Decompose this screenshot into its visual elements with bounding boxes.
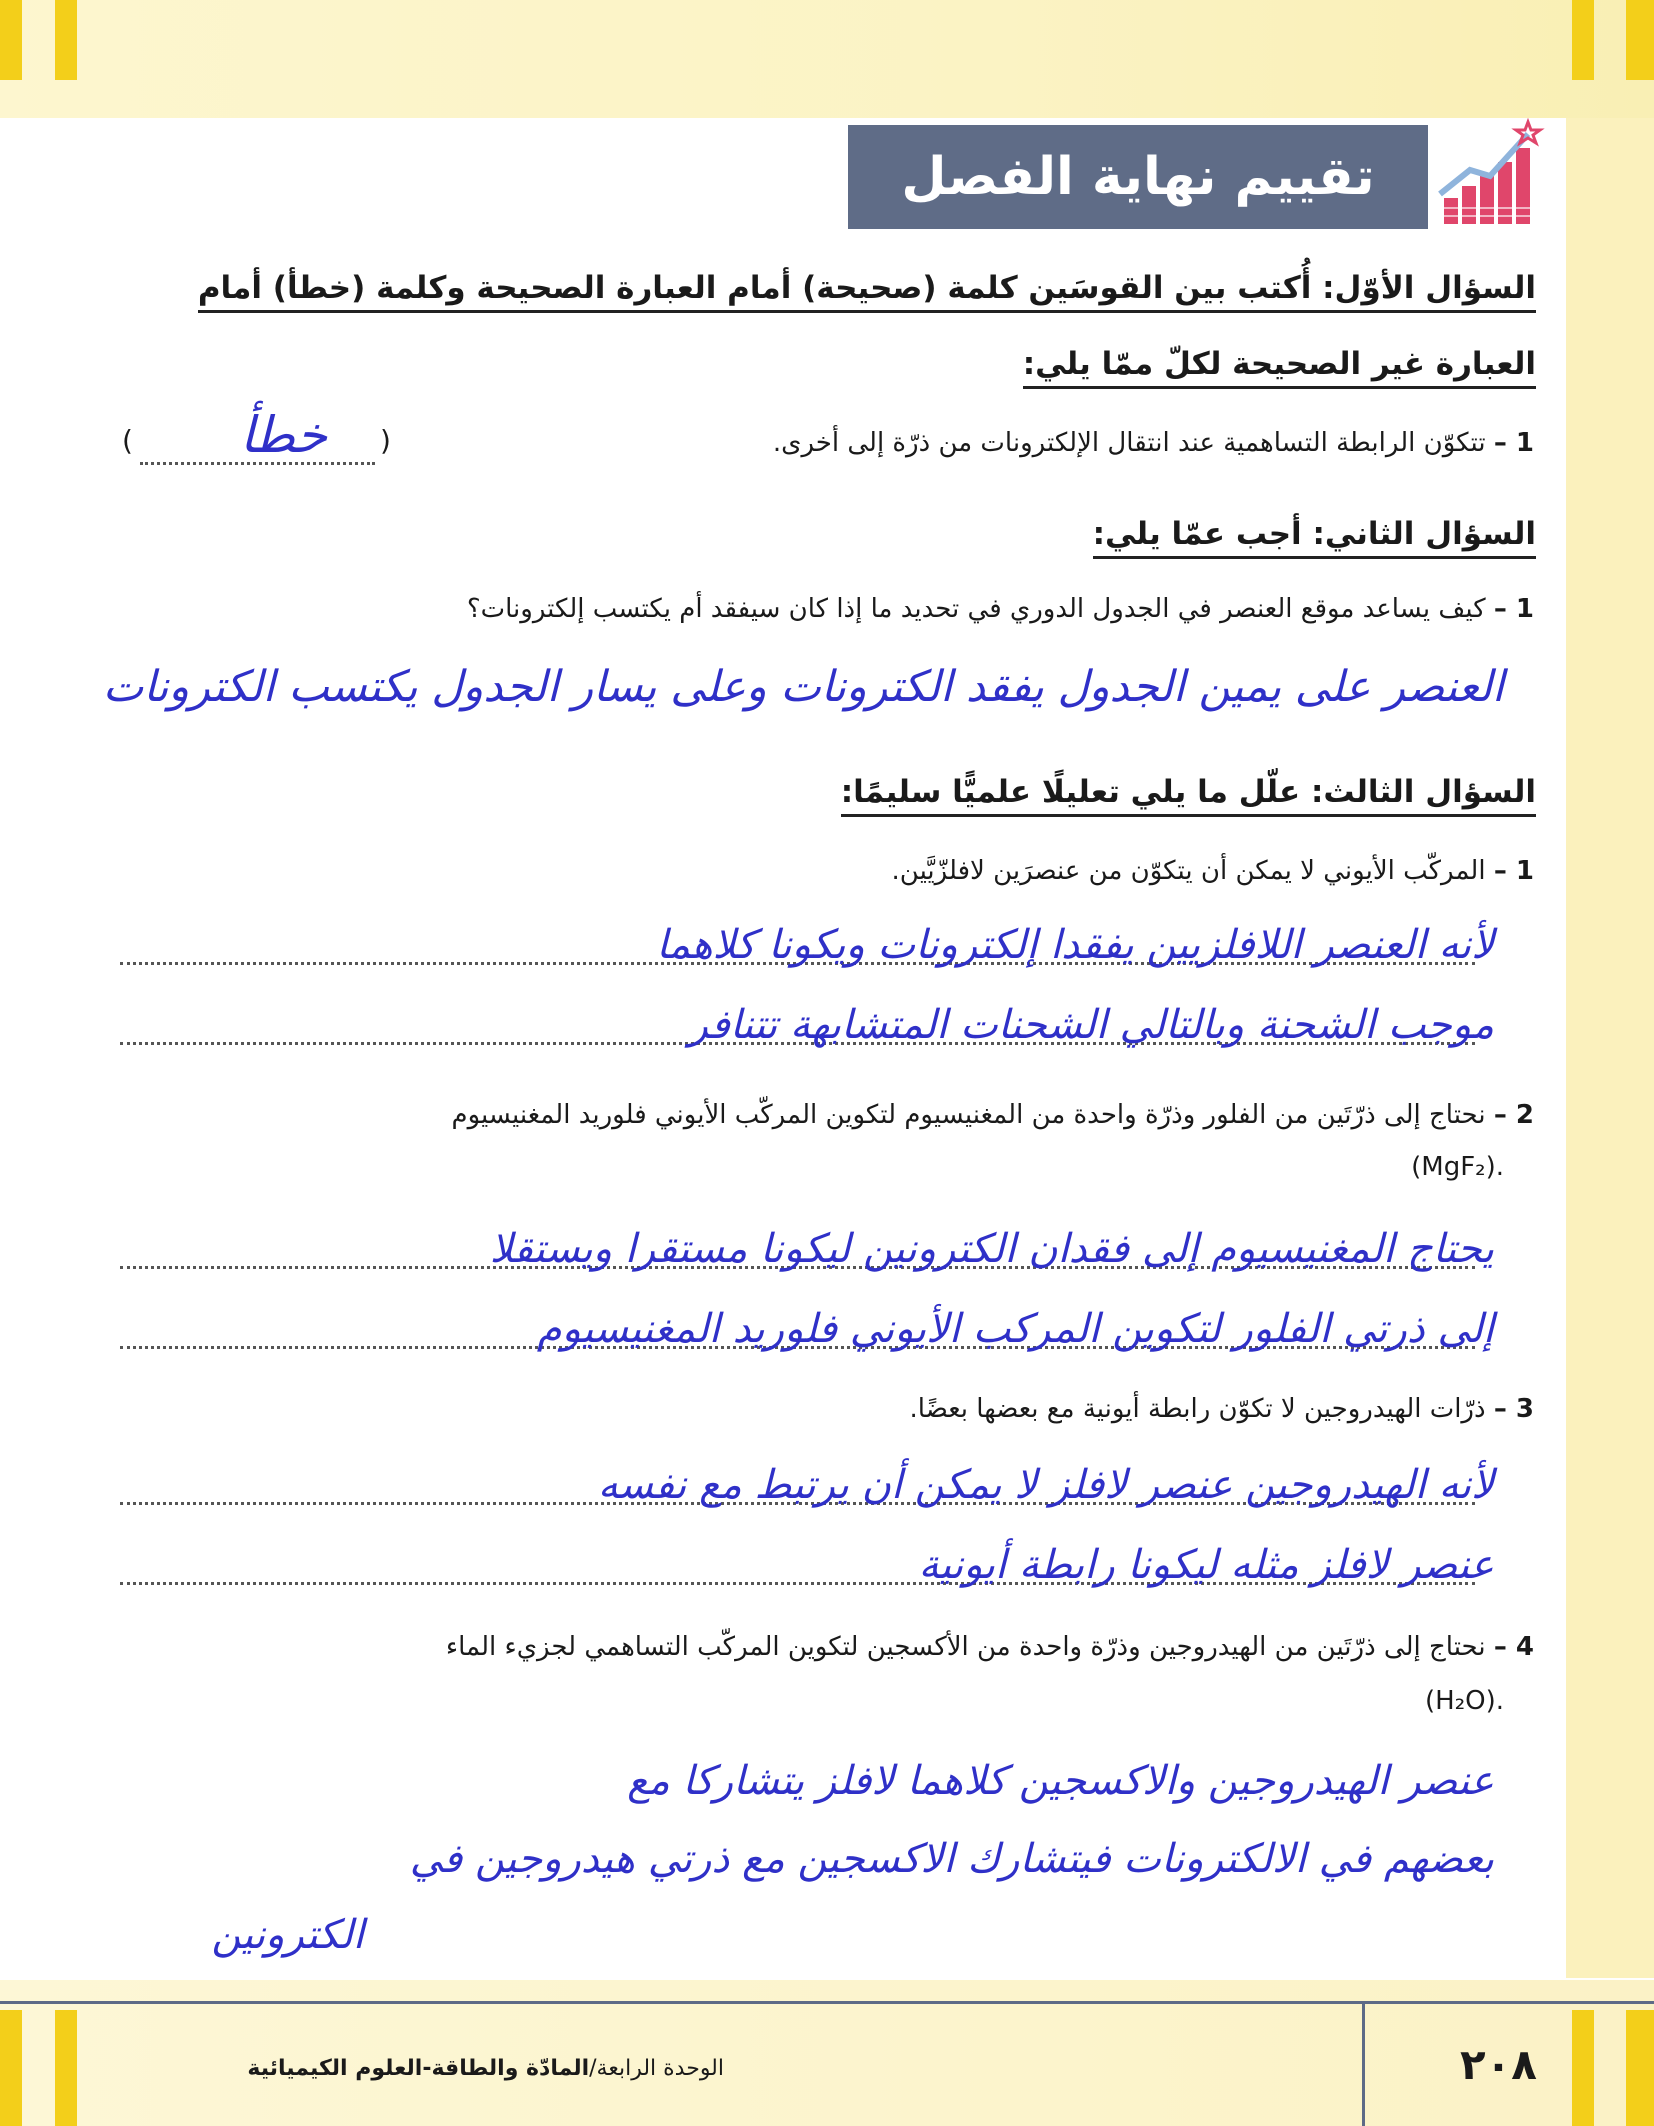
q1-heading-line1: السؤال الأوّل: أُكتب بين القوسَين كلمة (صحيحة) أمام العبارة الصحيحة وكلمة (خطأ) أمام [198, 270, 1536, 313]
page-number: ٢٠٨ [1460, 2040, 1537, 2089]
item-text: نحتاج إلى ذرّتَين من الهيدروجين وذرّة واحدة من الأكسجين لتكوين المركّب التساهمي لجزيء الماء [445, 1632, 1486, 1662]
q3-item-1 [892, 856, 1534, 886]
footer-unit [247, 2056, 724, 2081]
formula-h2o: (H₂O). [1425, 1686, 1504, 1716]
handwritten-answer-line: لأنه العنصر اللافلزيين يفقدا إلكترونات ويكونا كلاهما [656, 922, 1494, 968]
page-title: تقييم نهاية الفصل [848, 125, 1428, 229]
item-text: ذرّات الهيدروجين لا تكوّن رابطة أيونية مع بعضها بعضًا. [909, 1394, 1486, 1424]
handwritten-answer-line: يحتاج المغنيسيوم إلى فقدان الكترونين ليكونا مستقرا ويستقلا [489, 1226, 1494, 1272]
bar-chart-growth-icon [1430, 112, 1552, 234]
item-text: تتكوّن الرابطة التساهمية عند انتقال الإلكترونات من ذرّة إلى أخرى. [772, 428, 1486, 458]
handwritten-answer-line: موجب الشحنة وبالتالي الشحنات المتشابهة تتنافر [688, 1002, 1494, 1048]
item-number: 1 – [1493, 856, 1534, 886]
bottom-left-yellow-stripe [0, 2010, 22, 2126]
right-decorative-band [1566, 118, 1654, 1978]
handwritten-answer: خطأ [240, 406, 328, 464]
close-paren: ) [122, 424, 133, 457]
q1-item-1 [773, 428, 1534, 458]
footer-rule [0, 2001, 1654, 2004]
footer-unit-title: المادّة والطاقة-العلوم الكيميائية [247, 2056, 590, 2081]
item-number: 3 – [1493, 1394, 1534, 1424]
bottom-right-yellow-stripe [1572, 2010, 1594, 2126]
item-number: 2 – [1493, 1100, 1534, 1130]
q1-heading-line2: العبارة غير الصحيحة لكلّ ممّا يلي: [1023, 346, 1536, 389]
top-left-yellow-stripe [0, 0, 22, 80]
item-text: نحتاج إلى ذرّتَين من الفلور وذرّة واحدة من المغنيسيوم لتكوين المركّب الأيوني فلوريد المغنيسيوم [451, 1100, 1486, 1130]
q3-item-4 [446, 1632, 1534, 1662]
formula-mgf2: (MgF₂). [1411, 1152, 1504, 1182]
q3-heading: السؤال الثالث: علّل ما يلي تعليلًا علميًّا سليمًا: [841, 774, 1536, 817]
item-text: كيف يساعد موقع العنصر في الجدول الدوري في تحديد ما إذا كان سيفقد أم يكتسب إلكترونات؟ [466, 594, 1486, 624]
handwritten-answer-line: بعضهم في الالكترونات فيتشارك الاكسجين مع ذرتي هيدروجين في [409, 1836, 1494, 1882]
top-right-yellow-stripe [1572, 0, 1594, 80]
handwritten-answer-line: عنصر لافلز مثله ليكونا رابطة أيونية [918, 1542, 1494, 1588]
item-text: المركّب الأيوني لا يمكن أن يتكوّن من عنصرَين لافلزّيَّين. [891, 856, 1486, 886]
top-right-yellow-stripe [1626, 0, 1654, 80]
handwritten-answer-line: عنصر الهيدروجين والاكسجين كلاهما لافلز يتشاركا مع [627, 1758, 1494, 1804]
open-paren: ( [380, 424, 391, 457]
q2-item-1 [467, 594, 1534, 624]
footer-unit-label: الوحدة الرابعة/ [589, 2056, 724, 2081]
handwritten-answer-line: لأنه الهيدروجين عنصر لافلز لا يمكن أن يرتبط مع نفسه [597, 1462, 1494, 1508]
q2-heading: السؤال الثاني: أجب عمّا يلي: [1093, 516, 1536, 559]
item-number: 4 – [1493, 1632, 1534, 1662]
q3-item-2 [451, 1100, 1534, 1130]
bottom-left-yellow-stripe [55, 2010, 77, 2126]
handwritten-answer-line: الكترونين [211, 1912, 364, 1958]
handwritten-answer: العنصر على يمين الجدول يفقد الكترونات وعلى يسار الجدول يكتسب الكترونات [102, 662, 1504, 712]
handwritten-answer-line: إلى ذرتي الفلور لتكوين المركب الأيوني فلوريد المغنيسيوم [536, 1306, 1494, 1352]
item-number: 1 – [1493, 594, 1534, 624]
top-left-yellow-stripe [55, 0, 77, 80]
top-decorative-band [0, 0, 1654, 118]
item-number: 1 – [1493, 428, 1534, 458]
footer-divider [1362, 2004, 1365, 2126]
bottom-right-yellow-stripe [1626, 2010, 1654, 2126]
q3-item-3 [910, 1394, 1534, 1424]
